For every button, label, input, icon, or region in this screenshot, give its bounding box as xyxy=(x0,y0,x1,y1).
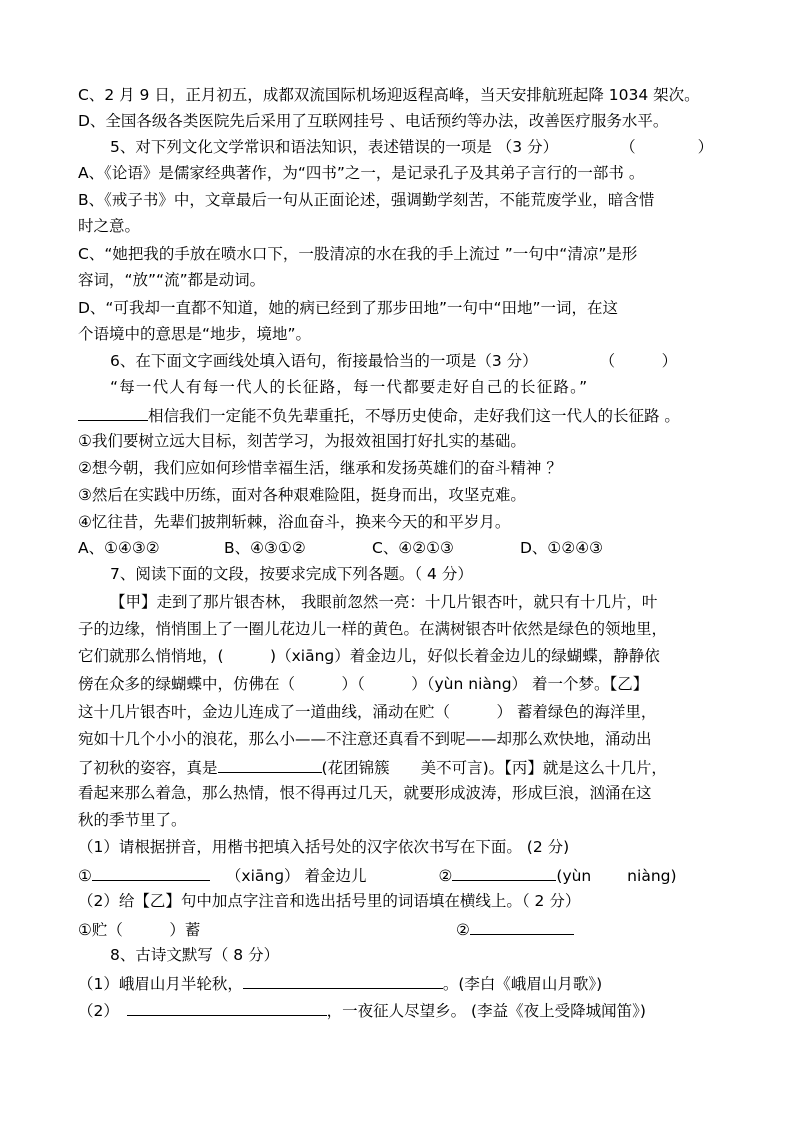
q6-sentence-2: ②想今朝，我们应如何珍惜幸福生活，继承和发扬英雄们的奋斗精神 ？ xyxy=(78,459,562,477)
q8-line-2 xyxy=(78,997,738,1023)
passage-line-4: 傍在众多的绿蝴蝶中，仿佛在（ ）（ ）（yùn niàng） 着一个梦。【乙】 xyxy=(78,675,649,693)
answer-2-blank[interactable] xyxy=(452,862,556,881)
option-d-line: D、全国各级各类医院先后采用了互联网挂号 、电话预约等办法，改善医疗服务水平。 xyxy=(78,112,669,130)
q8-line-2-start: （2） xyxy=(78,1002,127,1020)
passage-line-6: 宛如十几个小小的浪花，那么小——不注意还真看不到呢——却那么欢快地，涌动出 xyxy=(78,730,652,748)
answer-1-label: （xiānɡ） 着金边儿 xyxy=(225,867,367,885)
q6-option-a: A、①④③② xyxy=(78,539,160,557)
answer-1-blank[interactable] xyxy=(92,862,210,881)
q6-sentence-3: ③然后在实践中历练，面对各种艰难险阻，挺身而出，攻坚克难。 xyxy=(78,486,526,504)
sub-question-2-marker-b: ② xyxy=(456,921,470,939)
q5-option-d-line1: D、“可我却一直都不知道，她的病已经到了那步田地”一句中“田地”一词，在这 xyxy=(78,299,619,317)
q6-blank[interactable] xyxy=(78,402,148,421)
q8-line-1-blank[interactable] xyxy=(243,970,443,989)
passage-blank[interactable] xyxy=(218,754,322,773)
q5-option-b-line2: 时之意。 xyxy=(78,217,141,235)
passage-line-7-start: 了初秋的姿容，真是 xyxy=(78,759,218,777)
sub-question-2: （2）给【乙】句中加点字注音和选出括号里的词语填在横线上。（ 2 分） xyxy=(78,892,581,910)
question-6: 6、在下面文字画线处填入语句，衔接最恰当的一项是（3 分） （ ） xyxy=(110,352,678,370)
sub-question-2-blank-b[interactable] xyxy=(470,916,574,935)
q8-line-2-blank[interactable] xyxy=(127,997,327,1016)
q6-option-b: B、④③①② xyxy=(224,539,306,557)
q6-text: 相信我们一定能不负先辈重托，不辱历史使命，走好我们这一代人的长征路 。 xyxy=(148,407,680,425)
sub-question-1: （1）请根据拼音，用楷书把填入括号处的汉字依次书写在下面。 (2 分) xyxy=(78,838,570,856)
sub-question-2-answers xyxy=(78,916,738,942)
passage-line-5: 这十几片银杏叶，金边儿连成了一道曲线，涌动在贮（ ） 蓄着绿色的海洋里， xyxy=(78,703,657,721)
q8-line-1 xyxy=(78,970,738,996)
question-8: 8、古诗文默写（ 8 分） xyxy=(110,946,280,964)
q8-line-1-start: （1）峨眉山月半轮秋， xyxy=(78,975,243,993)
q6-text-line xyxy=(78,402,738,428)
q6-sentence-1: ①我们要树立远大目标，刻苦学习，为报效祖国打好扎实的基础。 xyxy=(78,432,526,450)
option-c-line: C、2 月 9 日，正月初五，成都双流国际机场迎返程高峰，当天安排航班起降 1034 架次。 xyxy=(78,86,700,104)
q5-option-d-line2: 个语境中的意思是“地步，境地”。 xyxy=(78,325,312,343)
passage-line-7 xyxy=(78,754,738,780)
question-5: 5、对下列文化文学常识和语法知识，表述错误的一项是 （3 分） （ ） xyxy=(110,138,714,156)
q6-sentence-4: ④忆往昔，先辈们披荆斩棘，浴血奋斗，换来今天的和平岁月。 xyxy=(78,513,511,531)
q5-option-a: A、《论语》是儒家经典著作，为“四书”之一，是记录孔子及其弟子言行的一部书 。 xyxy=(78,164,645,182)
q6-quote: “每一代人有每一代人的长征路，每一代都要走好自己的长征路。” xyxy=(110,378,589,396)
q8-line-2-end: ，一夜征人尽望乡。 (李益《夜上受降城闻笛》) xyxy=(326,1002,646,1020)
q8-line-1-end: 。(李白《峨眉山月歌》) xyxy=(442,975,603,993)
answer-1-marker: ① xyxy=(78,867,92,885)
sub-question-2-answer-a: ①贮（ ）蓄 xyxy=(78,921,201,939)
q6-option-d: D、①②④③ xyxy=(520,539,604,557)
sub-question-1-answers xyxy=(78,862,738,888)
passage-line-8: 看起来那么着急，那么热情，恨不得再过几天，就要形成波涛，形成巨浪，汹涌在这 xyxy=(78,784,652,802)
passage-line-9: 秋的季节里了。 xyxy=(78,811,187,829)
answer-2-label: (yùn niàng) xyxy=(556,867,677,885)
q5-option-c-line2: 容词，“放”“流”都是动词。 xyxy=(78,271,266,289)
question-7: 7、阅读下面的文段，按要求完成下列各题。（ 4 分） xyxy=(110,565,473,583)
passage-line-1: 【甲】走到了那片银杏林， 我眼前忽然一亮：十几片银杏叶，就只有十几片，叶 xyxy=(110,593,658,611)
q5-option-c-line1: C、“她把我的手放在喷水口下，一股清凉的水在我的手上流过 ”一句中“清凉”是形 xyxy=(78,245,638,263)
passage-line-2: 子的边缘，悄悄围上了一圈儿花边儿一样的黄色。在满树银杏叶依然是绿色的领地里， xyxy=(78,620,668,638)
q5-option-b-line1: B、《戒子书》中，文章最后一句从正面论述，强调勤学刻苦，不能荒废学业，暗含惜 xyxy=(78,191,655,209)
q6-option-c: C、④②①③ xyxy=(372,539,454,557)
q6-options xyxy=(78,536,738,560)
passage-line-7-end: (花团锦簇 美不可言)。【丙】就是这么十几片， xyxy=(321,759,667,777)
passage-line-3: 它们就那么悄悄地，( )（xiānɡ）着金边儿，好似长着金边儿的绿蝴蝶，静静依 xyxy=(78,647,660,665)
answer-2-marker: ② xyxy=(438,867,453,885)
